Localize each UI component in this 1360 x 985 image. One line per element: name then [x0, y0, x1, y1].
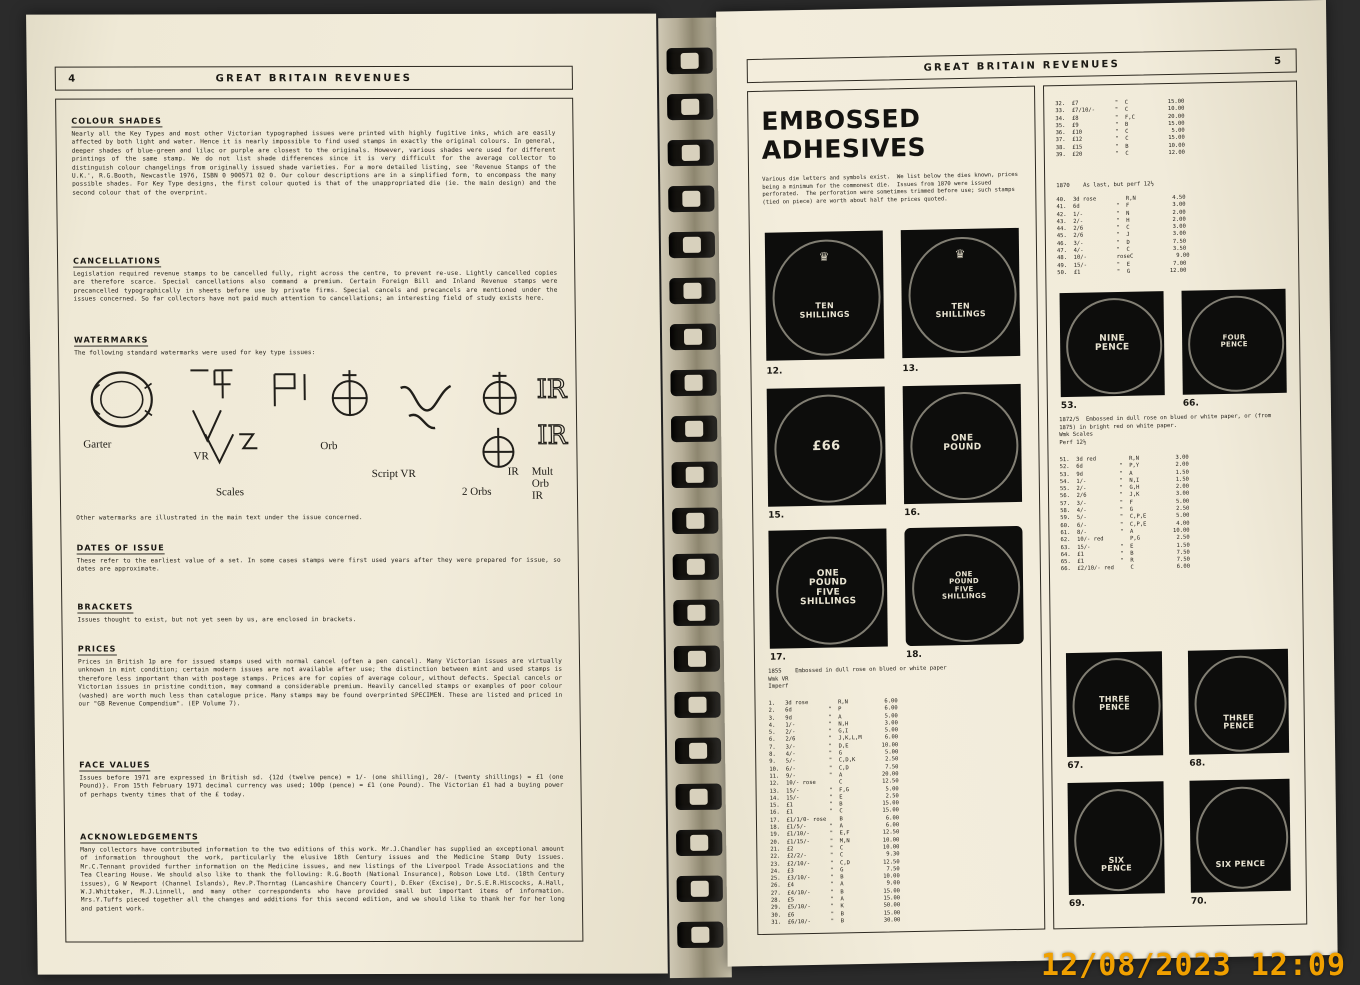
watermark-label-vr: VR: [193, 450, 209, 463]
spiral-coil: [667, 48, 713, 75]
section-heading: COLOUR SHADES: [71, 116, 162, 126]
section-heading: CANCELLATIONS: [73, 256, 161, 266]
watermark-script-vr-icon: [394, 376, 461, 438]
stamp-caption-18: 18.: [905, 649, 922, 661]
spiral-coil: [676, 830, 722, 857]
note-1855: 1855 Embossed in dull rose on blued or white paper Wmk VR Imperf: [768, 665, 947, 690]
watermark-label-scales: Scales: [215, 486, 245, 499]
watermark-scales-icon: [197, 428, 268, 474]
watermark-garter-icon: [86, 368, 157, 430]
right-running-head: [747, 49, 1297, 84]
stamp-caption-17: 17.: [769, 652, 786, 663]
section-heading: PRICES: [77, 644, 117, 654]
svg-text:IR: IR: [536, 374, 567, 405]
crown-icon: ♛: [818, 249, 830, 264]
section-watermarks: [74, 329, 558, 358]
open-spiral-bound-book: [26, 2, 1338, 985]
spiral-coil: [675, 738, 721, 765]
price-table-1872: 51. 3d red R,N 3.00 52. 6d " P,Y 2.00 53. 9d " A 1.50 54. 1/- " N,I 1.50 55. 2/- " G,H 2.00 56. 2/6 " J,K 3.00 57. 3/- " F 5.00 58. 4/- " G 2.50 59. 5/- " C,P,E 5.00 60. 6/- " C,P,E 4.00 61. 8/- " A 10.00 62. 10/- red P,G 2.50 63. 15/- " E 1.50 64. £1 " B 7.50 65. £1 " R 7.50 66. £2/10/- red C 6.00: [1059, 454, 1191, 573]
stamp-oval-border: [1073, 788, 1163, 892]
watermark-orb-icon: [260, 366, 321, 436]
section-brackets: [77, 596, 561, 625]
section-heading: WATERMARKS: [73, 335, 149, 345]
spiral-coil: [669, 278, 715, 305]
watermark-2-orbs-icon: [472, 366, 527, 426]
section-heading: ACKNOWLEDGEMENTS: [80, 832, 199, 842]
price-table-1855: 1. 3d rose R,N 6.00 2. 6d " P 6.00 3. 9d " A 5.00 4. 1/- " N,H 3.00 5. 2/- " G,I 5.00 6. 2/6 " J,K,L,M 6.00 7. 3/- " D,E 10.00 8. 4/- " G 5.00 9. 5/- " C,D,K 2.50 10. 6/- " C,D 7.50 11. 9/- " A 20.00 12. 10/- rose C 12.50 13. 15/- " F,G 5.00 14. 15/- " E 2.50 15. £1 " B 15.00 16. £1 " C 15.00 17. £1/1/0- rose B 6.00 18. £1/5/- " A 6.00 19. £1/10/- " E,F 12.50 20. £1/15/- " M,N 10.00 21. £2 " C 10.00 22. £2/2/- " C 9.30 23. £2/10/- " C,D 12.50 24. £3 " G 7.50 25. £3/10/- " B 10.00 26. £4 " A 9.00 27. £4/10/- " B 15.00 28. £5 " A 15.00 29. £5/10/- " K 50.00 30. £6 " B 15.00 31. £6/10/- " B 30.00: [768, 698, 901, 926]
stamp-image-15: [767, 387, 886, 507]
section-body: Legislation required revenue stamps to be cancelled fully, right across the centre, to prevent re-use. Lightly cancelled copies are therefore scarce. Special cancellations also command a premium. Certain Foreign Bill and Inland Revenue stamps were precancelled typographically in sheets before use by private firms. Special cancels and precancels are mentioned under the issues concerned. So far collectors have not paid much attention to cancellations; an interesting field of study exists here.: [73, 269, 558, 303]
stamp-image-53: [1060, 291, 1165, 397]
stamp-image-67: [1066, 651, 1163, 757]
section-other-watermarks: [76, 514, 560, 523]
title-line-1: EMBOSSED: [761, 103, 921, 136]
section-colour-shades: [71, 110, 556, 198]
spiral-coil: [673, 600, 719, 627]
price-table-top: 32. £7 " C 15.00 33. £7/10/- " C 10.00 34. £8 " F,C 20.00 35. £9 " B 15.00 36. £10 " C 5.00 37. £12 " C 15.00 38. £15 " B 10.00 39. £20 " C 12.00: [1055, 98, 1186, 159]
watermark-mult-orb-ir-icon: [534, 372, 590, 406]
left-page-number: 4: [68, 73, 78, 85]
stamp-caption-69: 69.: [1068, 898, 1086, 910]
stamp-oval-border: [1194, 655, 1287, 752]
stamp-image-18: [904, 526, 1023, 646]
section-body: Other watermarks are illustrated in the main text under the issue concerned.: [76, 514, 363, 522]
section-heading: FACE VALUES: [79, 760, 151, 770]
stamp-denomination: THREE PENCE: [1099, 694, 1131, 713]
title-line-2: ADHESIVES: [761, 132, 927, 165]
stamp-image-69: [1068, 781, 1165, 895]
section-body: Nearly all the Key Types and most other Victorian typographed issues were printed with highly fugitive inks, which are easily affected by both light and water. Hence it is nearly impossible to find used stamps in exactly the original colours. In general, deeper shades of blue-green and lilac or purple are closest to the originals. However, various shades were used for different printings of the same stamp. We do not list shade differences since it is very difficult for the average collector to distinguish colour changelings from originally issued shade varieties. For a more detailed listing, see 'Revenue Stamps of the U.K.', R.G.Booth, Newcastle 1976, ISBN 0 900571 02 0. Our colour descriptions are in a simplified form, to encompass the many possible shades. For Key Type designs, the first colour quoted is that of the unappropriated die (ie. the main design) and the second colour that of the overprint.: [71, 129, 557, 197]
section-body: Prices in British 1p are for issued stamps used with normal cancel (often a pen cancel). Many Victorian issues are virtually unknown in mint condition; certain modern issues are not available after use; the distinction between mint and used stamps is therefore less important than with postage stamps. Prices are for copies of average colour, without defects. Special cancels or Victorian issues in pristine condition, may command a considerable premium. Heavily cancelled stamps or examples of poor colour (washed) are worth much less than catalogue price. Many stamps may be found overprinted SPECIMEN. These are listed and priced in our "GB Revenue Compendium". (EP Volume 7).: [77, 657, 563, 708]
section-body: Many collectors have contributed information to the two editions of this work. Mr.J.Chandler has supplied an exceptional amount of information throughout the work, particularly the elusive 18th Century issues and the Medicine Stamp Duty issues. Mr.C.Tennant provided further information on the Medicine issues, and new listings of the Liverpool Trade Associations and the Tea Clearing House. We should also like to thank the following: R.G.Booth (National Insurance), Robson Lowe Ltd. (18th Century issues), G W Newport (Channel Islands), Rev.P.Thorntag (Lancashire Chancery Court), D.Eker (Excise), Dr.S.E.R.Hiscocks, A.Hall, W.J.Whittaker, M.J.Linnell, and many other correspondents who have provided small but important items of information. Mrs.Y.Tuffs pieced together all the changes and additions for this second edition, and we should like to thank her for her long and patient work.: [80, 845, 565, 913]
stamp-denomination: NINE PENCE: [1094, 333, 1130, 354]
spiral-coil: [673, 554, 719, 581]
price-table-1870: 40. 3d rose R,N 4.50 41. 6d " F 3.00 42. 1/- " N 2.00 43. 2/- " H 2.00 44. 2/6 " C 3.00 45. 2/6 " J 3.00 46. 3/- " D 7.50 47. 4/- " C 3.50 48. 10/- roseC 9.00 49. 15/- " E 7.00 50. £1 " G 12.00: [1056, 194, 1190, 277]
spiral-coil: [677, 876, 723, 903]
spiral-coil: [672, 508, 718, 535]
spiral-coil: [672, 462, 718, 489]
watermark-label-ir: IR: [507, 465, 519, 478]
section-body: Issues thought to exist, but not yet seen by us, are enclosed in brackets.: [77, 616, 357, 624]
stamp-caption-66: 66.: [1182, 398, 1199, 409]
stamp-denomination: ONE POUND: [943, 433, 982, 454]
right-running-head-title: GREAT BRITAIN REVENUES: [923, 58, 1121, 74]
section-heading: DATES OF ISSUE: [76, 543, 165, 553]
stamp-image-70: [1189, 779, 1290, 893]
spiral-coil: [668, 140, 714, 167]
embossed-adhesives-title: [761, 102, 1012, 165]
heading-1870: 1870 As last, but perf 12½: [1056, 181, 1154, 190]
section-acknowledgements: [80, 826, 565, 914]
spiral-coil: [677, 922, 723, 949]
spiral-coil: [667, 94, 713, 121]
left-running-head: [55, 66, 573, 91]
section-body: These refer to the earliest value of a set. In some cases stamps were first used years after they were prepared for issue, so dates are approximate.: [76, 556, 561, 573]
stamp-caption-13: 13.: [902, 363, 919, 375]
stamp-denomination: £66: [812, 438, 841, 455]
stamp-denomination: TEN SHILLINGS: [935, 301, 987, 320]
section-body: The following standard watermarks were used for key type issues:: [74, 349, 316, 357]
section-prices: [78, 638, 563, 709]
stamp-image-12: [765, 231, 885, 361]
stamp-image-17: [768, 528, 887, 648]
left-running-head-title: GREAT BRITAIN REVENUES: [215, 72, 413, 84]
stamp-image-66: [1182, 289, 1287, 395]
watermark-illustrations: [74, 362, 568, 513]
stamp-caption-67: 67.: [1067, 760, 1084, 772]
spiral-coil: [674, 692, 720, 719]
spiral-coil: [671, 416, 717, 443]
watermark-orb-symbol-icon: [326, 364, 373, 426]
watermark-ir-icon: [392, 372, 393, 373]
right-page: [716, 0, 1338, 967]
stamp-caption-16: 16.: [904, 507, 921, 519]
stamp-denomination: SIX PENCE: [1101, 855, 1133, 874]
spiral-coil: [670, 370, 716, 397]
section-dates-of-issue: [76, 537, 560, 575]
right-page-number: 5: [1274, 55, 1284, 67]
stamp-denomination: TEN SHILLINGS: [799, 301, 850, 320]
spiral-coil: [670, 324, 716, 351]
watermark-label-2-orbs: 2 Orbs: [461, 485, 492, 498]
stamp-image-68: [1188, 649, 1289, 755]
section-heading: BRACKETS: [77, 602, 134, 612]
section-body: Issues before 1971 are expressed in British sd. {12d (twelve pence) = 1/- (one shilling), 20/- (twenty shillings) = £1 (one Pound)}. From 15th February 1971 decimal currency was used; 100p (pence) = £1 (one Pound). The Victorian £1 had a buying power of perhaps twenty times that of the £ today.: [79, 773, 564, 799]
stamp-image-16: [903, 384, 1022, 504]
stamp-denomination: ONE POUND FIVE SHILLINGS: [800, 568, 857, 608]
watermark-mult-orb-ir-second-icon: [535, 418, 591, 452]
spiral-coil: [669, 232, 715, 259]
watermark-label-garter: Garter: [83, 438, 112, 451]
watermark-label-script-vr: Script VR: [371, 467, 416, 481]
camera-date-stamp: 12/08/2023 12:09: [1041, 948, 1346, 983]
stamp-caption-68: 68.: [1189, 758, 1206, 769]
watermark-label-mult-orb-ir: Mult Orb IR: [531, 465, 554, 502]
stamp-denomination: SIX PENCE: [1215, 859, 1266, 870]
svg-text:IR: IR: [537, 420, 568, 451]
stamp-denomination: ONE POUND FIVE SHILLINGS: [941, 570, 987, 601]
stamp-image-13: [901, 228, 1021, 358]
spiral-coil: [668, 186, 714, 213]
watermark-label-orb: Orb: [320, 440, 338, 453]
spiral-coil: [674, 646, 720, 673]
stamp-denomination: FOUR PENCE: [1220, 333, 1248, 350]
stamp-oval-border: [1196, 786, 1289, 890]
stamp-caption-12: 12.: [766, 366, 783, 377]
section-cancellations: [73, 250, 558, 304]
crown-icon: ♛: [954, 246, 966, 262]
stamp-caption-70: 70.: [1190, 896, 1207, 907]
stamp-caption-15: 15.: [768, 510, 785, 521]
spiral-coil: [676, 784, 722, 811]
right-running-head-spacer: [748, 70, 782, 71]
stamp-denomination: THREE PENCE: [1223, 712, 1255, 731]
section-face-values: [79, 754, 564, 800]
embossed-adhesives-intro: Various die letters and symbols exist. We list below the dies known, prices being a minimum for the commonest die. Issues from 1870 were issued perforated. The perforation were sometimes trimmed before use; such stamps (tied on piece) are worth about half the prices quoted.: [762, 171, 1022, 206]
left-page: [26, 14, 668, 975]
stamp-caption-53: 53.: [1060, 400, 1077, 412]
note-1872: 1872/5 Embossed in dull rose on blued or white paper, or (from 1875) in bright red on white paper. Wmk Scales Perf 12½: [1059, 413, 1275, 446]
